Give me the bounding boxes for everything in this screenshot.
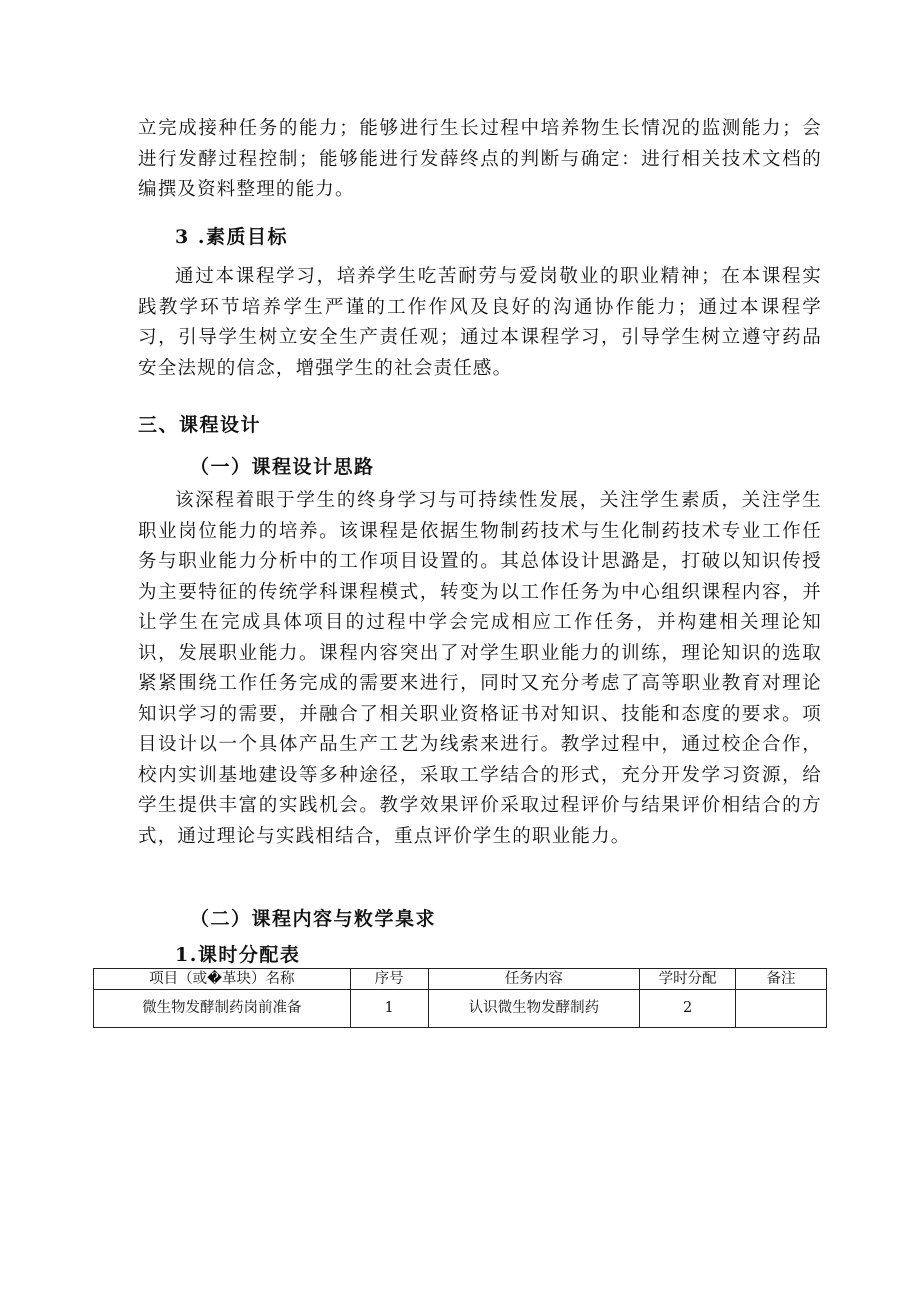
heading-design-idea: （一）课程设计思路 — [190, 456, 375, 478]
paragraph-ability-continued: 立完成接种任务的能力；能够进行生长过程中培养物生长情况的监测能力；会进行发酵过程控制；能够能进行发薛终点的判断与确定：进行相关技术文档的编撰及资料整理的能力。 — [138, 118, 822, 200]
heading-quality-goals: 3 .素质目标 — [175, 226, 288, 248]
heading-course-design: 三、课程设计 — [138, 414, 262, 436]
hours-allocation-table — [93, 968, 827, 1028]
cell-remarks — [736, 990, 827, 1028]
cell-task-content: 认识微生物发酵制药 — [428, 990, 640, 1028]
heading-hours-table: 1.课时分配表 — [175, 944, 301, 966]
header-task-content: 任务内容 — [428, 969, 640, 990]
header-number: 序号 — [350, 969, 428, 990]
cell-project-name: 微生物发酵制药岗前准备 — [94, 990, 351, 1028]
header-hours: 学时分配 — [640, 969, 736, 990]
cell-hours: 2 — [640, 990, 736, 1028]
paragraph-quality-goals: 通过本课程学习，培养学生吃苦耐劳与爱岗敬业的职业精神；在本课程实践教学环节培养学生严谨的工作作风及良好的沟通协作能力；通过本课程学习，引导学生树立安全生产责任观；通过本课程学习，引导学生树立遵守药品安全法规的信念，增强学生的社会责任感。 — [138, 266, 822, 379]
heading-course-content: （二）课程内容与敉学臬求 — [190, 908, 437, 930]
header-project-name: 项目（或�革块）名称 — [94, 969, 351, 990]
cell-number: 1 — [350, 990, 428, 1028]
paragraph-design-idea: 该深程着眼于学生的终身学习与可持续性发展，关注学生素质，关注学生职业岗位能力的培养。该课程是依据生物制药技术与生化制药技术专业工作任务与职业能力分析中的工作项目设置的。其总体设计思潞是，打破以知识传授为主要特征的传统学科课程模式，转变为以工作任务为中心组织课程内容，并让学生在完成具体项目的过程中学会完成相应工作任务，并构建相关理论知识，发展职业能力。课程内容突出了对学生职业能力的训练，理论知识的选取紧紧围绕工作任务完成的需要来进行，同时又充分考虑了高等职业教育对理论知识学习的需要，并融合了相关职业资格证书对知识、技能和态度的要求。项目设计以一个具体产品生产工艺为线索来进行。教学过程中，通过校企合作，校内实训基地建设等多种途径，采取工学结合的形式，充分开发学习资源，给学生提供丰富的实践机会。教学效果评价采取过程评价与结果评价相结合的方式，通过理论与实践相结合，重点评价学生的职业能力。 — [138, 490, 822, 847]
header-remarks: 备注 — [736, 969, 827, 990]
table-header-row — [94, 969, 827, 990]
table-row — [94, 990, 827, 1028]
